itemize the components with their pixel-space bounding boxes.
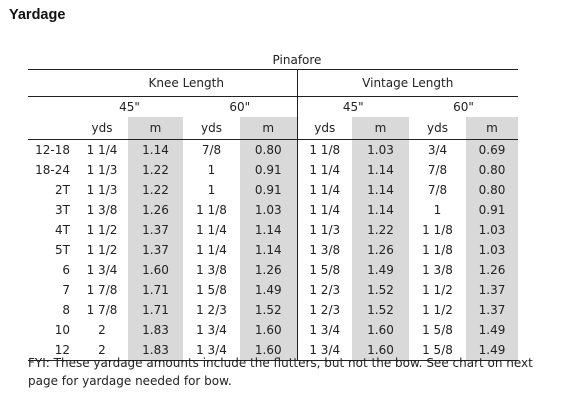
yds-cell: 1 1/3 — [309, 223, 341, 237]
m-cell: 1.14 — [352, 200, 409, 220]
table-row — [28, 260, 518, 280]
yds-cell: 1 3/8 — [422, 263, 453, 277]
unit-header-yds: yds — [297, 117, 352, 140]
yds-cell: 1 1/2 — [86, 243, 118, 257]
m-cell: 1.14 — [352, 160, 409, 180]
m-cell: 1.03 — [352, 140, 409, 161]
yds-cell: 1 5/8 — [309, 263, 341, 277]
m-cell: 1.03 — [466, 220, 518, 240]
table-row — [28, 320, 518, 340]
unit-header-yds: yds — [76, 117, 128, 140]
yds-cell: 1 3/4 — [86, 263, 118, 277]
yds-cell: 1 7/8 — [86, 303, 118, 317]
m-cell: 1.37 — [466, 280, 518, 300]
m-cell: 1.60 — [352, 340, 409, 361]
m-cell: 1.83 — [128, 340, 183, 361]
m-cell: 1.14 — [240, 240, 297, 260]
yds-cell: 1 5/8 — [422, 323, 453, 337]
yds-cell: 3/4 — [427, 143, 448, 157]
m-cell: 0.69 — [466, 140, 518, 161]
size-label: 6 — [62, 263, 70, 277]
yds-cell: 1 1/2 — [422, 303, 453, 317]
size-label: 5T — [55, 243, 70, 257]
yds-cell: 1 2/3 — [196, 303, 227, 317]
table-row — [28, 140, 518, 161]
length-header-knee: Knee Length — [76, 70, 297, 97]
yds-cell: 1 5/8 — [196, 283, 227, 297]
m-cell: 1.71 — [128, 280, 183, 300]
size-label: 12-18 — [35, 143, 70, 157]
yds-cell: 1 3/8 — [196, 263, 227, 277]
width-header: 45" — [342, 100, 364, 114]
m-cell: 0.91 — [240, 160, 297, 180]
yds-cell: 1 2/3 — [309, 283, 341, 297]
size-label: 10 — [54, 323, 70, 337]
yds-cell: 1 3/4 — [196, 323, 227, 337]
m-cell: 1.49 — [352, 260, 409, 280]
m-cell: 1.14 — [240, 220, 297, 240]
m-cell: 1.37 — [128, 240, 183, 260]
m-cell: 1.83 — [128, 320, 183, 340]
size-label: 4T — [55, 223, 70, 237]
yds-cell: 1 1/3 — [86, 183, 118, 197]
m-cell: 1.49 — [466, 320, 518, 340]
yds-cell: 1 7/8 — [86, 283, 118, 297]
table-row — [28, 240, 518, 260]
table-row — [28, 300, 518, 320]
yds-cell: 2 — [76, 340, 128, 361]
garment-title: Pinafore — [272, 53, 322, 67]
footnote: FYI: These yardage amounts include the flutters, but not the bow. See chart on next page for yardage needed for bow. — [28, 356, 533, 388]
m-cell: 1.60 — [128, 260, 183, 280]
m-cell: 1.22 — [352, 220, 409, 240]
length-header-vintage: Vintage Length — [297, 70, 518, 97]
yds-cell: 1 1/4 — [309, 203, 341, 217]
m-cell: 1.26 — [466, 260, 518, 280]
m-cell: 1.03 — [240, 200, 297, 220]
size-label: 18-24 — [35, 163, 70, 177]
table-row — [28, 280, 518, 300]
size-label: 7 — [62, 283, 70, 297]
yds-cell: 1 — [433, 203, 442, 217]
yds-cell: 1 3/8 — [309, 243, 341, 257]
m-cell: 0.80 — [240, 140, 297, 161]
size-label: 8 — [62, 303, 70, 317]
table-row — [28, 200, 518, 220]
yds-cell: 1 1/8 — [196, 203, 227, 217]
yds-cell: 1 1/3 — [86, 163, 118, 177]
m-cell: 1.52 — [240, 300, 297, 320]
m-cell: 1.52 — [352, 280, 409, 300]
m-cell: 1.22 — [128, 180, 183, 200]
m-cell: 0.91 — [466, 200, 518, 220]
m-cell: 1.60 — [352, 320, 409, 340]
unit-header-yds: yds — [183, 117, 240, 140]
m-cell: 0.91 — [240, 180, 297, 200]
m-cell: 1.26 — [240, 260, 297, 280]
size-label: 3T — [55, 203, 70, 217]
unit-header-m: m — [352, 117, 409, 140]
yds-cell: 1 3/8 — [86, 203, 118, 217]
page-heading: Yardage — [9, 7, 66, 23]
m-cell: 1.60 — [240, 340, 297, 361]
m-cell: 1.14 — [128, 140, 183, 161]
yds-cell: 1 1/8 — [422, 243, 453, 257]
yds-cell: 2 — [98, 323, 106, 337]
yds-cell: 1 1/4 — [196, 243, 227, 257]
yds-cell: 7/8 — [427, 183, 448, 197]
yds-cell: 1 1/8 — [309, 143, 341, 157]
yds-cell: 1 — [207, 183, 216, 197]
yds-cell: 1 2/3 — [309, 303, 341, 317]
yds-cell: 1 1/2 — [422, 283, 453, 297]
m-cell: 1.22 — [128, 160, 183, 180]
yds-cell: 1 1/4 — [309, 163, 341, 177]
m-cell: 1.26 — [352, 240, 409, 260]
m-cell: 1.14 — [352, 180, 409, 200]
yds-cell: 1 1/4 — [86, 143, 118, 157]
table-row — [28, 220, 518, 240]
yds-cell: 1 3/4 — [297, 340, 352, 361]
yardage-table — [28, 52, 518, 361]
yds-cell: 1 — [207, 163, 216, 177]
unit-header-m: m — [128, 117, 183, 140]
m-cell: 1.60 — [240, 320, 297, 340]
size-label: 12 — [28, 340, 76, 361]
table-row — [28, 160, 518, 180]
yds-cell: 1 5/8 — [409, 340, 466, 361]
width-header: 60" — [183, 97, 297, 118]
m-cell: 1.49 — [240, 280, 297, 300]
unit-header-m: m — [240, 117, 297, 140]
m-cell: 0.80 — [466, 180, 518, 200]
width-header: 45" — [119, 100, 140, 114]
yds-cell: 1 1/4 — [309, 183, 341, 197]
m-cell: 1.49 — [466, 340, 518, 361]
unit-header-yds: yds — [409, 117, 466, 140]
m-cell: 1.52 — [352, 300, 409, 320]
width-header: 60" — [453, 100, 474, 114]
unit-header-m: m — [466, 117, 518, 140]
m-cell: 1.37 — [466, 300, 518, 320]
m-cell: 0.80 — [466, 160, 518, 180]
m-cell: 1.71 — [128, 300, 183, 320]
yds-cell: 1 1/8 — [422, 223, 453, 237]
m-cell: 1.26 — [128, 200, 183, 220]
m-cell: 1.03 — [466, 240, 518, 260]
yds-cell: 1 1/4 — [196, 223, 227, 237]
size-label: 2T — [55, 183, 70, 197]
m-cell: 1.37 — [128, 220, 183, 240]
table-row — [28, 180, 518, 200]
yds-cell: 1 3/4 — [309, 323, 341, 337]
yds-cell: 7/8 — [201, 143, 222, 157]
yds-cell: 7/8 — [427, 163, 448, 177]
yds-cell: 1 3/4 — [183, 340, 240, 361]
yds-cell: 1 1/2 — [86, 223, 118, 237]
